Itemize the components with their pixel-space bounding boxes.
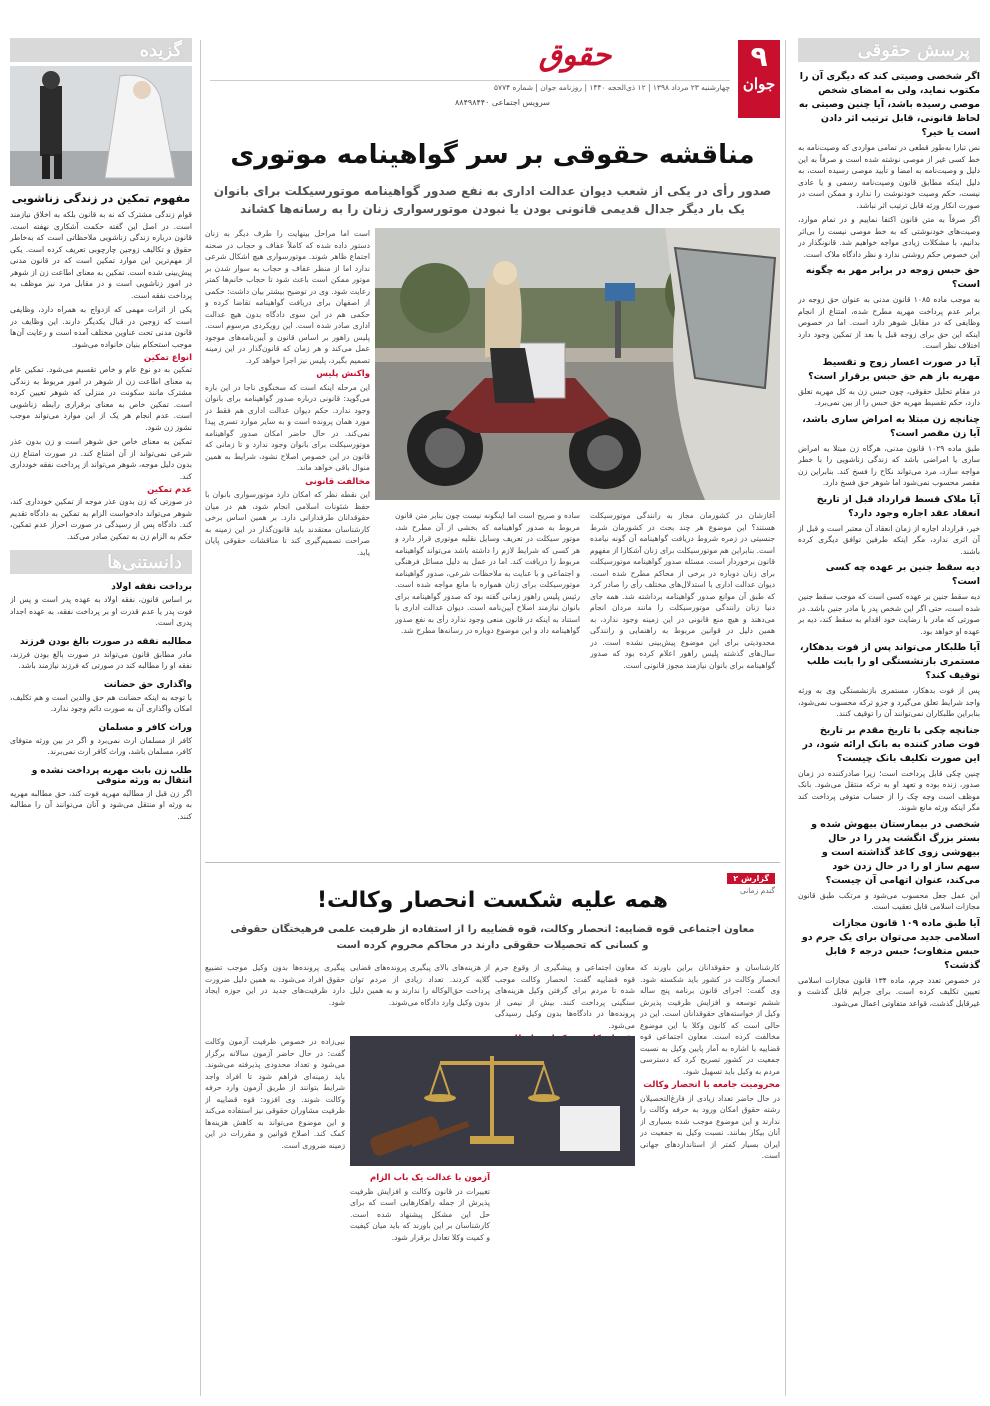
dastan-body-4: کافر از مسلمان ارث نمی‌برد و اگر در بین ورثه متوفای کافر، مسلمان باشد، وراث کافر ارث نمی‌برند. [10, 735, 192, 756]
page-number: ۹ [750, 40, 768, 73]
second-subhead-3: آزمون با عدالت یک باب الزام [369, 1173, 490, 1183]
answer-6: دیه سقط جنین بر عهده کسی است که موجب سقط جنین شده است، حتی اگر این شخص پدر یا مادر جنین باشد. در صورتی که مادر با رضایت خود اقدام به سقط کند، دیه بر عهده او خواهد بود. [798, 592, 980, 636]
question-5: آیا ملاک قسط قرارداد قبل از تاریخ انعقاد عقد اجاره وجود دارد؟ [816, 493, 980, 519]
right-banner [798, 38, 980, 62]
left-subhead-non-compliance: عدم تمکین [147, 485, 192, 495]
separator-right [785, 40, 786, 1396]
gavel-photo [350, 1036, 635, 1166]
author-2-name: گندم زمانی [739, 886, 775, 895]
main-headline: مناقشه حقوقی بر سر گواهینامه موتوری [230, 140, 755, 170]
gavel-scales-illustration [350, 1036, 635, 1166]
left-subhead-types: انواع تمکین [143, 353, 192, 363]
answer-7: پس از فوت بدهکار، مستمری بازنشستگی وی به ورثه واجد شرایط تعلق می‌گیرد و جزو ترکه محسوب نمی‌شود، بنابراین طلبکاران نمی‌توانند آن را توقیف کنند. [798, 686, 980, 718]
question-9: شخصی در بیمارستان بیهوش شده و بستر بزرگ انگشت پدر را در حال بیهوشی زوی کاغذ گذاشته است و سهم ساز او را در حال زدن خود می‌کند، عنوان اتهامی آن چیست؟ [811, 818, 980, 886]
service-line: سرویس اجتماعی ۸۸۴۹۸۴۴۰ [455, 98, 550, 107]
answer-1b: اگر صرفاً به متن قانون اکتفا نماییم و در تمام موارد، وصیت‌های خودنوشتی که به خط موصی نیست را بی‌اثر بدانیم، با مشکلات زیادی مواجه خواهیم شد. قانونگذار در این خصوص حکم روشنی ندارد و نظر دادگاه ملاک است. [798, 215, 980, 259]
motorcycle-rider-illustration [375, 228, 780, 500]
dastan-item-1: برداخت نفقه اولاد [111, 582, 192, 592]
separator-left [200, 40, 201, 1396]
main-text-col-1: آغازشان در کشورمان مجاز به رانندگی موتورسیکلت هستند؟ این موضوع هر چند بحث در کشورمان شرط جنسیتی در زمره شروط دریافت گواهینامه آن گونه نیامده است. بنابراین هم موتورسیکلت برای زنان آشکارا از مفهوم قانون برخوردار است. مسئله صدور گواهینامه موتورسیکلت برای زنان دوباره در برخی از محاکم مطرح شده است. دیوان عدالت اداری با استدلال‌های مختلف رأی را صادر کرد که طبق آن موانع صدور گواهینامه برداشته شد. همه جای دنیا زنان رانندگی موتورسیکلت را مانند مردان انجام می‌دهند و هیچ منع قانونی در این زمینه وجود ندارد، به همین دلیل در قوانین مربوط به راهنمایی و رانندگی محدودیتی برای این موضوع پیش‌بینی نشده است. در سال‌های گذشته پلیس راهور اعلام کرده بود که صدور گواهینامه برای بانوان نیازمند مجوز قانونی است. [590, 511, 775, 670]
answer-3: در مقام تحلیل حقوقی، چون حبس زن به کل مهریه تعلق دارد، حکم تقسیط مهریه حق حبس را از بین نمی‌برد. [798, 386, 980, 407]
second-lead-1: معاون اجتماعی قوه قضاییه: انحصار وکالت، قوه قضاییه را از استفاده از ظرفیت علمی فرهیختگان حقوقی [230, 924, 755, 935]
second-text-col-5 [495, 1170, 635, 1402]
right-banner-title: پرسش حقوقی [857, 39, 970, 61]
left-banner-title: گزیده [139, 39, 182, 61]
dastan-body-5: اگر زن قبل از مطالبه مهریه فوت کند، حق مطالبه مهریه به ورثه او منتقل می‌شود و آنان می‌توانند آن را مطالبه کنند. [10, 788, 192, 821]
dastan-body-3: با توجه به اینکه حضانت هم حق والدین است و هم تکلیف، امکان واگذاری آن به صورت دائم وجود ندارد. [10, 692, 192, 713]
main-text-col-2: ساده و صریح است اما اینگونه نیست چون بنابر متن قانون مربوط به صدور گواهینامه که بخشی از آن مطرح شد، موتور سیکلت در تعریف وسایل نقلیه موتوری قرار دارد و هر کسی که شرایط لازم را داشته باشد می‌تواند گواهینامه مربوط را دریافت کند. اما در عمل به دلیل مسائل فرهنگی و اجتماعی و با عنایت به ملاحظات شرعی، صدور گواهینامه موتورسیکلت برای زنان همواره با مانع مواجه شده است. رئیس پلیس راهور زمانی گفته بود که صدور گواهینامه برای بانوان نیازمند اصلاح آیین‌نامه است. دیوان عدالت اداری با استناد به اینکه در قانون منعی وجود ندارد رأی به نفع صدور گواهینامه داد و این موضوع دوباره در رسانه‌ها مطرح شد. [395, 511, 580, 635]
wedding-photo [10, 66, 192, 186]
second-subhead-1: محرومیت جامعه با انحصار وکالت [643, 1080, 780, 1090]
left-article-body-5: در صورتی که زن بدون عذر موجه از تمکین خودداری کند، شوهر می‌تواند دادخواست الزام به تمکین به دادگاه تقدیم کند. دادگاه پس از رسیدگی در صورت احراز عدم تمکین، حکم به الزام زن به تمکین صادر می‌کند. [10, 497, 192, 541]
motorcycle-photo [375, 228, 780, 500]
dastan-body-1: بر اساس قانون، نفقه اولاد به عهده پدر است و پس از فوت پدر یا عدم قدرت او بر پرداخت نفقه، به عهده اجداد پدری است. [10, 595, 192, 627]
answer-2: به موجب ماده ۱۰۸۵ قانون مدنی به عنوان حق زوجه در برابر عدم پرداخت مهریه مطرح شده، امتناع از انجام وظایفی که در مقابل شوهر دارد است. اما در خصوص اینکه این حق برای زوجه قبل یا بعد از تمکین وجود دارد اختلاف نظر است. [798, 295, 980, 350]
left-article-body-4: تمکین به معنای خاص حق شوهر است و زن بدون عذر شرعی نمی‌تواند از آن امتناع کند. در صورت امتناع زن بدون دلیل موجه، شوهر می‌تواند از پرداخت نفقه خودداری کند. [10, 437, 192, 481]
dastan-item-2: مطالبه نفقه در صورت بالغ بودن فرزند [19, 636, 192, 647]
masthead [205, 38, 780, 107]
main-lead-2: یک بار دیگر جدال قدیمی قانونی بودن یا نبودن موتورسواری زنان را به رسانه‌ها کشاند [240, 202, 745, 216]
answer-8: چنین چکی قابل پرداخت است؛ زیرا صادرکننده در زمان صدور، زنده بوده و تعهد او به ترکه منتقل می‌شود. بانک موظف است وجه چک را از حساب متوفی پرداخت کند مگر اینکه ورثه مانع شوند. [798, 768, 980, 812]
question-8: جنانچه چکی با تاریخ مقدم بر تاریخ فوت صادر کننده به بانک ارائه شود، در این صورت تکلیف بانک چیست؟ [802, 724, 980, 764]
main-lead-1: صدور رأی در یکی از شعب دیوان عدالت اداری به نفع صدور گواهینامه موتورسیکلت برای بانوان [213, 184, 772, 198]
second-text-col-3: از هزینه‌های بالای پیگیری پرونده‌های قضایی گلایه کردند. تعداد زیادی از مردم توان پرداخت حق‌الوکاله را ندارند و به همین دلیل بدون وکیل وارد دادگاه می‌شوند. [350, 963, 490, 1007]
couple-illustration [10, 66, 192, 186]
left-article-body-1: قوام زندگی مشترک که نه به قانون بلکه به اخلاق نیازمند است. در اصل این گفته حکمت آشکاری نهفته است. قانون درباره زندگی زناشویی ملاحظاتی است که به‌خاطر حقوق و تکالیف زوجین چارچوبی تعریف کرده است. یکی از مهم‌ترین این موارد تمکین است که در قانون مدنی پیش‌بینی شده است. تمکین به معنای اطاعت زن از شوهر در امور زناشویی است و در مقابل مرد نیز موظف به پرداخت نفقه است. [10, 210, 192, 300]
dastan-item-4: وراث کافر و مسلمان [98, 722, 192, 733]
second-text-col-2: معاون اجتماعی و پیشگیری از وقوع جرم قوه قضاییه گفت: انحصار وکالت موجب شده تا مردم برای گرفتن وکیل هزینه‌های سنگینی پرداخت کنند. بیش از نیمی از پرونده‌ها در دادگاه‌ها بدون وکیل رسیدگی می‌شود. [495, 962, 635, 1402]
answer-9: این عمل جعل محسوب می‌شود و مرتکب طبق قانون مجازات اسلامی قابل تعقیب است. [798, 890, 980, 911]
second-text-col-6: آزمون با عدالت یک باب الزام تغییرات در قانون وکالت و افزایش ظرفیت پذیرش از جمله راهکارهایی است که برای حل این مشکل پیشنهاد شده است. کارشناسان بر این باورند که باید میان کیفیت و کمیت وکلا تعادل برقرار شود. [350, 1173, 490, 1242]
question-2: حق حبس زوجه در برابر مهر به چگونه است؟ [805, 265, 980, 290]
answer-4: طبق ماده ۱۰۲۹ قانون مدنی، هرگاه زن مبتلا به امراض ساری یا امراضی باشد که زندگی زناشویی را با خطر مواجه سازد، مرد می‌تواند نکاح را فسخ کند. بنابراین زن مقصر محسوب نمی‌شود اما شوهر حق فسخ دارد. [798, 443, 980, 487]
report-tag-2-label: گزارش ۲ [727, 873, 775, 884]
answer-5: خیر، قرارداد اجاره از زمان انعقاد آن معتبر است و قبل از آن اثری ندارد، مگر اینکه طرفین توافق دیگری کرده باشند. [798, 523, 980, 556]
second-text-col-4: پیگیری پرونده‌ها بدون وکیل موجب تضییع حقوق افراد می‌شود. به همین دلیل ضرورت دارد ظرفیت‌های جدید در این حوزه ایجاد شود. [205, 963, 345, 1007]
second-lead-2: و کسانی که تحصیلات حقوقی دارند در محاکم محروم کرده است [336, 940, 649, 951]
main-text-col-3: است اما مراحل بینهایت را طرف دیگر به زنان دستور داده شده که کاملاً عفاف و حجاب در صحنه اجتماع ظاهر شوند. موتورسواری هیچ اشکال شرعی ندارد اما از منظر عفاف و حجاب به سوار شدن بر موتور ممکن است باعث شود تا حجاب خانم‌ها کمتر رعایت شود. وی در توضیح بیشتر بیان داشت: حکمی از اصفهان برای دریافت گواهینامه تقاضا کرده و حکمی هم در این سوی دادگاه بدون هیچ عدالت اداری صادر شده است. این رویکردی مرسوم است. پلیس راهور بر اساس قانون و آیین‌نامه‌های موجود عمل می‌کند و هر زمان که قانون‌گذار در این زمینه تصمیم بگیرد، پلیس نیز اجرا خواهد کرد. واکنش پلیس این مرحله اینکه است که سخنگوی ناجا در این باره می‌گوید: قانونی درباره صدور گواهینامه برای بانوان وجود ندارد. حکم دیوان عدالت اداری هم فقط در مورد همان پرونده است و به سایر موارد تسری پیدا نمی‌کند. در حال حاضر امکان صدور گواهینامه موتورسیکلت برای بانوان وجود ندارد و تا زمانی که قانون در این خصوص اصلاح نشود، شرایط به همین منوال باقی خواهد ماند. مخالفت قانونی این نقطه نظر که امکان دارد موتورسواری بانوان با حفظ شئونات اسلامی انجام شود، هم در میان حقوقدانان طرفدارانی دارد. بر همین اساس برخی کارشناسان معتقدند باید قانون‌گذار در این زمینه به صراحت تصمیم‌گیری کند تا مناقشات حقوقی پایان یابد. [205, 229, 370, 557]
question-6: دیه سقط جنین بر عهده چه کسی است؟ [825, 562, 980, 587]
dastan-body-2: مادر مطابق قانون می‌تواند در صورت بالغ بودن فرزند، نفقه او را مطالبه کند در صورتی که فرزند نیازمند باشد. [10, 649, 192, 670]
left-column-content [10, 190, 192, 1402]
date-line: چهارشنبه ۲۳ مرداد ۱۳۹۸ | ۱۲ ذی‌الحجه ۱۴۴۰ | روزنامه جوان | شماره ۵۷۷۴ [210, 80, 730, 92]
dastan-item-3: واگذاری حق حضانت [103, 679, 192, 690]
question-7: آیا طلبکار می‌تواند پس از فوت بدهکار، مستمری بازنشستگی او را بابت طلب توقیف کند؟ [799, 642, 980, 681]
section-logo: حقوق [538, 38, 612, 73]
question-4: چنانچه زن مبتلا به امراض ساری باشد، آیا زن مقصر است؟ [802, 413, 980, 439]
subhead-police: واکنش پلیس [316, 369, 370, 379]
second-headline: همه علیه شکست انحصار وکالت! [317, 888, 668, 913]
question-3: آیا در صورت اعسار زوج و تقسیط مهریه باز هم حق حبس برقرار است؟ [808, 356, 980, 382]
dastan-item-5: طلب زن بابت مهریه پرداخت نشده و انتقال به ورثه متوفی [31, 765, 192, 786]
question-10: آیا طبق ماده ۱۰۹ قانون مجازات اسلامی جدید می‌توان برای یک جرم دو حبس متفاوت؛ حبس درجه ۶ قابل گذشت؟ [801, 917, 980, 971]
right-column-content [798, 66, 980, 1401]
second-text-col-1: کارشناسان و حقوقدانان براین باورند که انحصار وکالت در کشور باید شکسته شود. وی گفت: اجرای قانون برنامه پنج ساله ششم توسعه و افزایش ظرفیت پذیرش وکیل از خواسته‌های حقوقدانان است. این در حالی است که کانون وکلا با این موضوع مخالفت کرده است. معاون اجتماعی قوه قضاییه با اشاره به آمار پایین وکیل به نسبت جمعیت در کشور تصریح کرد که دسترسی مردم به وکیل باید تسهیل شود. محرومیت جامعه با انحصار وکالت در حال حاضر تعداد زیادی از فارغ‌التحصیلان رشته حقوق امکان ورود به حرفه وکالت را ندارند و این موضوع موجب شده بسیاری از آنان بیکار بمانند. نسبت وکیل به جمعیت در ایران بسیار کمتر از استانداردهای جهانی است. [640, 963, 780, 1160]
answer-10: در خصوص تعدد جرم، ماده ۱۳۴ قانون مجازات اسلامی تعیین تکلیف کرده است. برای جرایم قابل گذشت و غیرقابل گذشت، قواعد متفاوتی اعمال می‌شود. [798, 975, 980, 1008]
paper-name: جوان [742, 75, 776, 93]
left-article-body-2: یکی از اثرات مهمی که ازدواج به همراه دارد، وظایفی است که زوجین در قبال یکدیگر دارند. این وظایف در قانون مدنی تحت عناوین مختلف آمده است و رعایت آن‌ها موجب استحکام بنیان خانواده می‌شود. [10, 305, 192, 349]
left-article-title: مفهوم تمکین در زندگی زناشویی [11, 192, 191, 205]
subhead-legal-opposition: مخالفت قانونی [305, 476, 370, 487]
left-banner [10, 38, 192, 62]
second-text-col-7: نبی‌زاده در خصوص ظرفیت آزمون وکالت گفت: در حال حاضر آزمون سالانه برگزار می‌شود و تعداد محدودی پذیرفته می‌شوند. باید زمینه‌ای فراهم شود تا افراد واجد شرایط بتوانند از طریق آزمون وارد حرفه وکالت شوند. وی افزود: قوه قضاییه از ظرفیت مشاوران حقوقی نیز استفاده می‌کند و این موضوع می‌تواند به کاهش هزینه‌ها کمک کند. اصلاح قوانین و مقررات در این زمینه ضروری است. [205, 1037, 345, 1150]
question-1: اگر شخصی وصیتی کند که دیگری آن را مکتوب نماید، ولی به امضای شخص موصی رسیده باشد، آیا چنین وصیتی به لحاظ قانونی، قابل ترتیب اثر دادن است یا خیر؟ [798, 71, 980, 138]
dastan-banner-title: دانستنی‌ها [107, 551, 182, 573]
answer-1: نص تبارا به‌طور قطعی در تمامی مواردی که وصیت‌نامه به خط کسی غیر از موصی نوشته شده است و صرفاً به این دلیل و وصیت‌نامه به امضا و تأیید موصی رسیده است، به دلیل اینکه مطابق قانون وصیت‌نامه رسمی و یا عادی نیست، حکم وصیت خودنوشت را ندارد و ممکن است در صورت انکار ورثه قابل ترتیب اثر نباشد. [798, 143, 980, 210]
left-article-body-3: تمکین به دو نوع عام و خاص تقسیم می‌شود. تمکین عام به معنای اطاعت زن از شوهر در امور مربوط به زندگی مشترک مانند سکونت در منزلی که شوهر تعیین کرده است. تمکین خاص به معنای برقراری رابطه زناشویی است. عدم انجام هر یک از این موارد می‌تواند موجب نشوز زن شود. [10, 365, 192, 432]
section-divider [205, 862, 780, 863]
page-number-badge [738, 40, 780, 118]
dastan-banner [10, 550, 192, 574]
